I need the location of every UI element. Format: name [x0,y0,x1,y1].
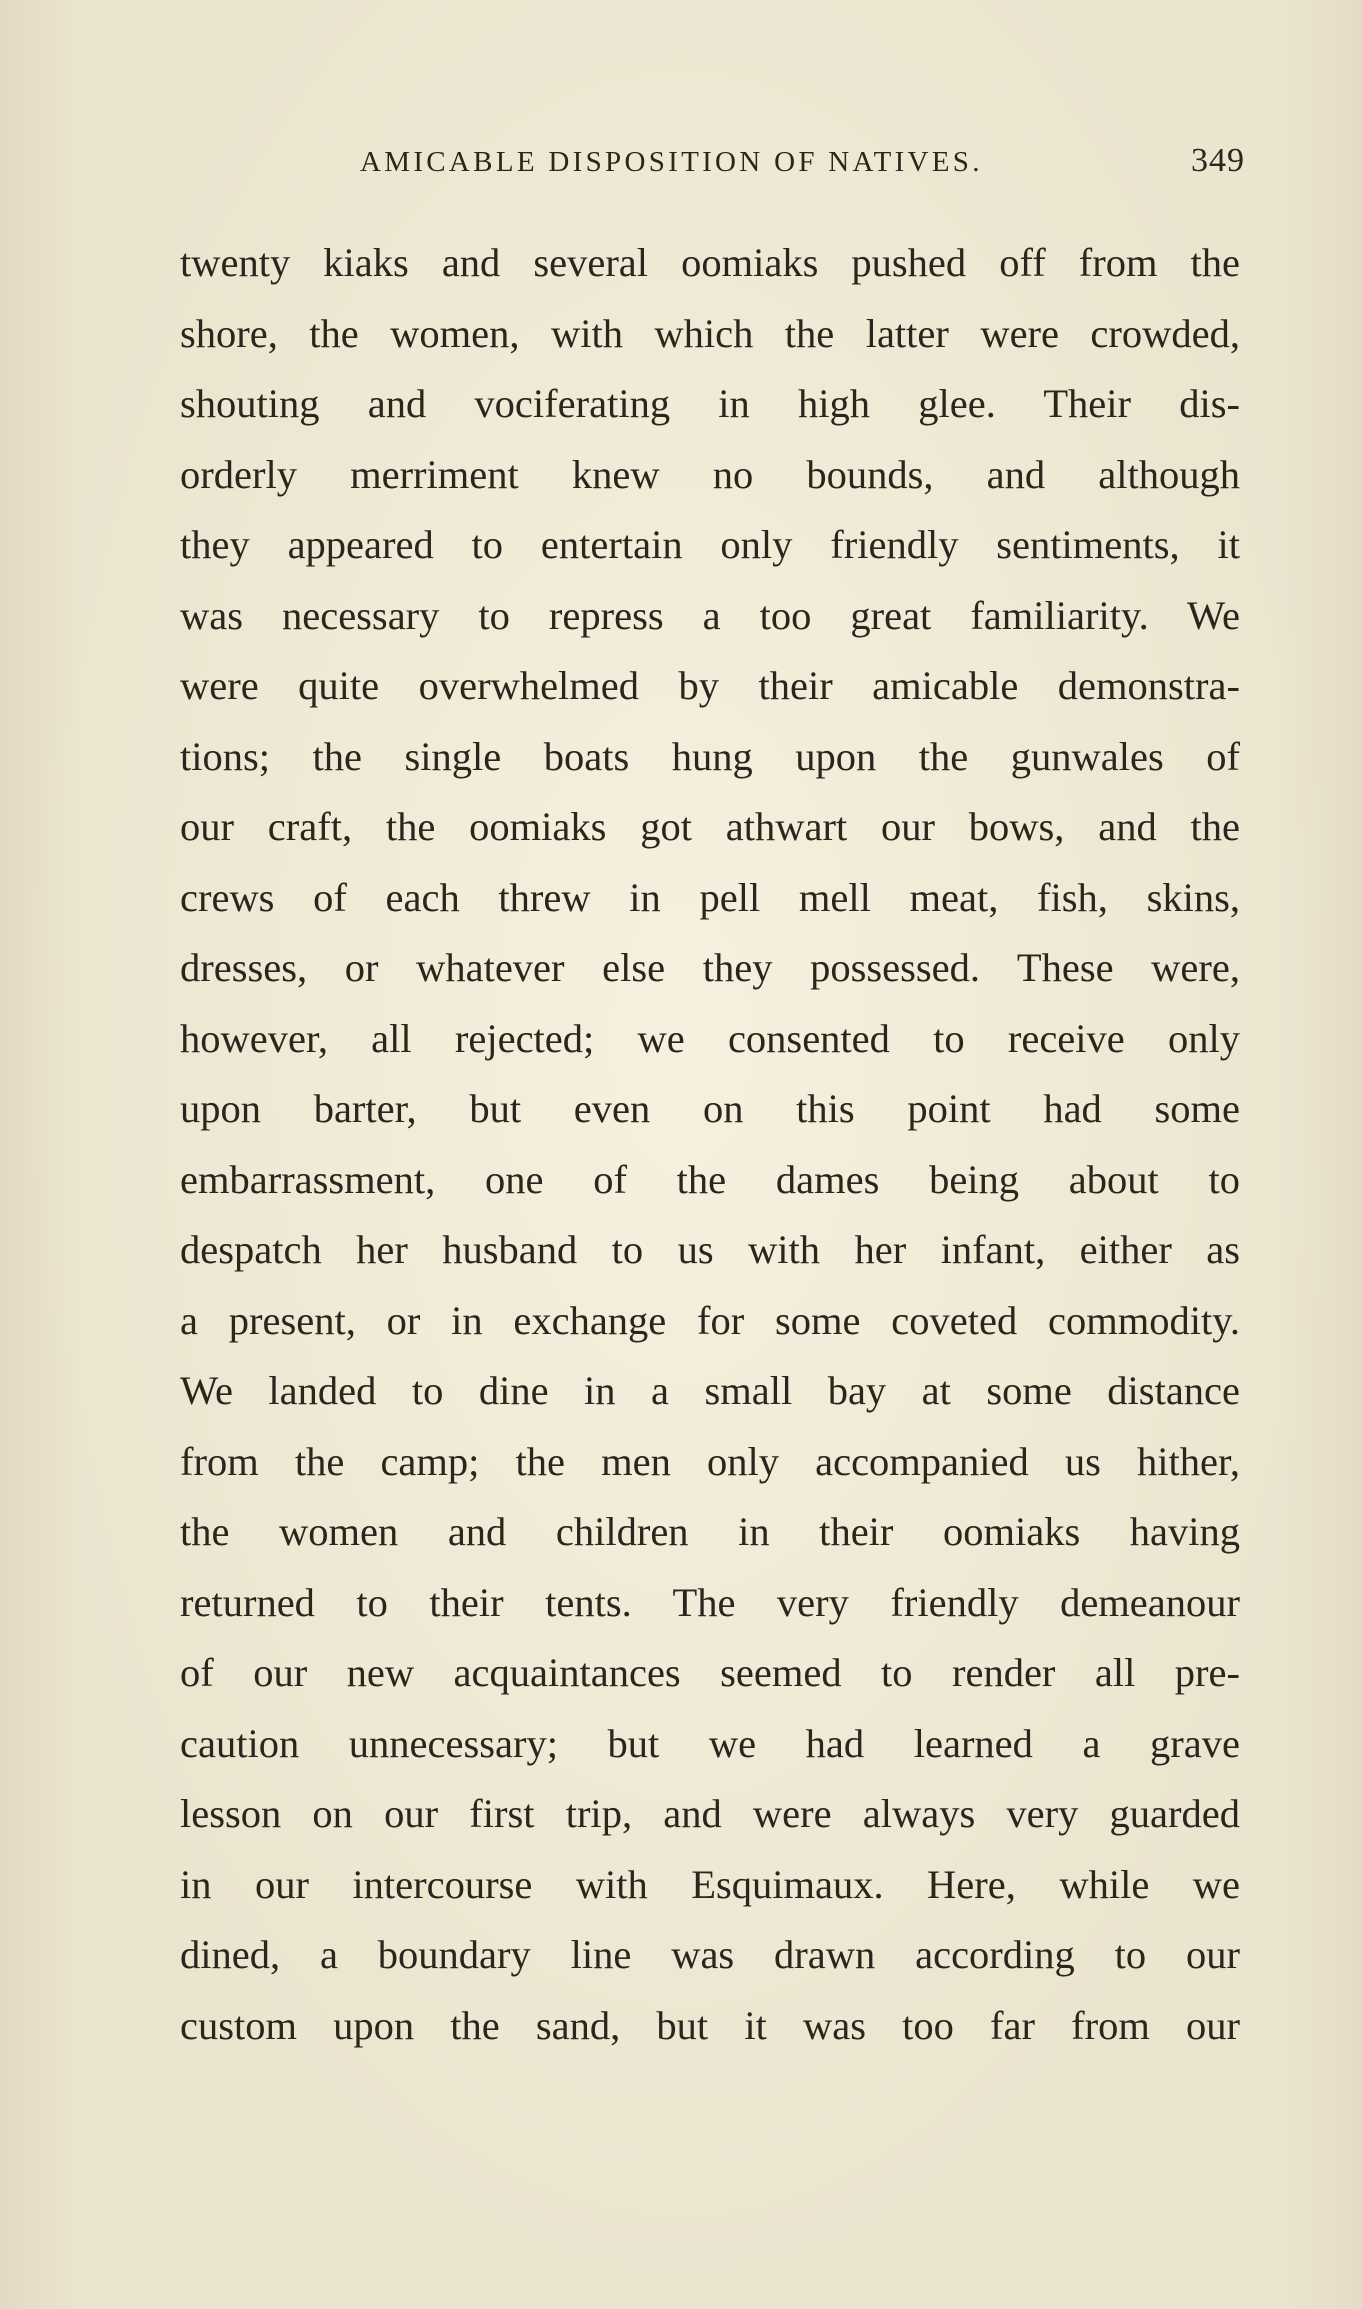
text-line: custom upon the sand, but it was too far from our [180,2002,1240,2048]
text-line: tions; the single boats hung upon the gunwales of [180,733,1240,779]
text-line: despatch her husband to us with her infant, either as [180,1227,1240,1272]
running-head: AMICABLE DISPOSITION OF NATIVES. [360,146,983,178]
text-line: shouting and vociferating in high glee. Their dis- [180,381,1240,426]
text-line: upon barter, but even on this point had some [180,1086,1240,1131]
text-line: caution unnecessary; but we had learned a grave [180,1720,1240,1766]
page-header [180,140,1245,190]
text-line: the women and children in their oomiaks having [180,1509,1240,1554]
text-line: from the camp; the men only accompanied us hither, [180,1438,1240,1484]
text-line: orderly merriment knew no bounds, and although [180,451,1240,497]
text-line: was necessary to repress a too great familiarity. We [180,592,1240,638]
text-line: were quite overwhelmed by their amicable demonstra- [180,663,1240,708]
text-line: twenty kiaks and several oomiaks pushed off from the [180,240,1240,285]
text-line: returned to their tents. The very friendly demeanour [180,1579,1240,1625]
text-line: crews of each threw in pell mell meat, fish, skins, [180,874,1240,920]
text-line: shore, the women, with which the latter were crowded, [180,310,1240,356]
text-line: they appeared to entertain only friendly sentiments, it [180,522,1240,567]
text-line: embarrassment, one of the dames being about to [180,1156,1240,1202]
text-line: however, all rejected; we consented to receive only [180,1015,1240,1061]
text-line: dresses, or whatever else they possessed. These were, [180,945,1240,990]
page-number: 349 [1191,142,1245,179]
text-line: of our new acquaintances seemed to render all pre- [180,1650,1240,1695]
text-line: a present, or in exchange for some coveted commodity. [180,1297,1240,1343]
text-line: dined, a boundary line was drawn according to our [180,1932,1240,1977]
text-line: lesson on our first trip, and were always very guarded [180,1791,1240,1836]
text-line: in our intercourse with Esquimaux. Here, while we [180,1861,1240,1907]
body-text [180,228,1240,2061]
text-line: our craft, the oomiaks got athwart our bows, and the [180,804,1240,849]
text-line: We landed to dine in a small bay at some distance [180,1368,1240,1413]
